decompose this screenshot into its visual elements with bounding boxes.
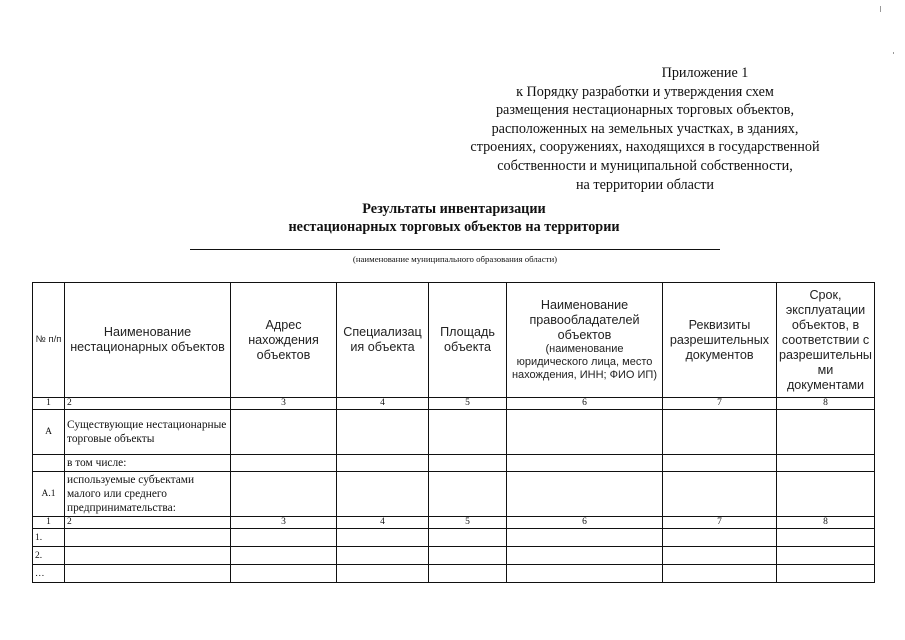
column-number: 2 — [65, 517, 231, 529]
including-label: в том числе: — [65, 455, 231, 472]
table-cell — [429, 410, 507, 455]
column-number: 4 — [337, 517, 429, 529]
column-numbers-row — [33, 398, 875, 410]
table-cell — [507, 455, 663, 472]
appendix-title: Приложение 1 — [661, 65, 749, 81]
header-address: Адрес нахождения объектов — [231, 283, 337, 398]
row-number: 1. — [33, 529, 65, 547]
table-cell — [429, 472, 507, 517]
table-cell — [33, 455, 65, 472]
header-rightholders-note: (наименование юридического лица, место нахождения, ИНН; ФИО ИП) — [511, 343, 657, 381]
header-number: № п/п — [33, 283, 65, 398]
column-number: 8 — [777, 398, 875, 410]
appendix-line: собственности и муниципальной собственности, — [497, 157, 793, 174]
table-cell — [777, 565, 875, 583]
table-cell — [663, 455, 777, 472]
table-header-row — [33, 283, 875, 398]
header-specialization: Специализац ия объекта — [337, 283, 429, 398]
column-number: 6 — [507, 517, 663, 529]
column-number: 1 — [33, 517, 65, 529]
appendix-line: на территории области — [575, 176, 715, 193]
table-cell — [663, 410, 777, 455]
inventory-table — [32, 282, 875, 583]
table-row — [33, 547, 875, 565]
municipality-blank-line — [190, 249, 720, 250]
column-number: 5 — [429, 398, 507, 410]
table-cell — [777, 410, 875, 455]
table-cell — [337, 410, 429, 455]
table-cell — [507, 472, 663, 517]
column-number: 6 — [507, 398, 663, 410]
municipality-caption: (наименование муниципального образования области) — [352, 254, 558, 264]
scan-mark — [893, 52, 894, 54]
table-cell — [231, 455, 337, 472]
table-cell — [337, 565, 429, 583]
section-a1-code: А.1 — [33, 472, 65, 517]
document-title-line: нестационарных торговых объектов на территории — [288, 219, 620, 235]
header-area: Площадь объекта — [429, 283, 507, 398]
appendix-line: строениях, сооружениях, находящихся в государственной — [470, 139, 820, 156]
section-a1-label: используемые субъектами малого или среднего предпринимательства: — [65, 472, 231, 517]
table-cell — [337, 547, 429, 565]
table-cell — [777, 455, 875, 472]
table-cell — [429, 565, 507, 583]
table-cell — [507, 565, 663, 583]
section-a-code: А — [33, 410, 65, 455]
column-number: 8 — [777, 517, 875, 529]
section-a-row — [33, 410, 875, 455]
table-cell — [663, 529, 777, 547]
table-cell — [429, 455, 507, 472]
table-cell — [777, 547, 875, 565]
table-cell — [507, 410, 663, 455]
column-number: 5 — [429, 517, 507, 529]
column-number: 2 — [65, 398, 231, 410]
appendix-block — [440, 64, 850, 194]
header-permit-details: Реквизиты разрешительных документов — [663, 283, 777, 398]
table-cell — [337, 455, 429, 472]
table-cell — [231, 529, 337, 547]
header-rightholders — [507, 283, 663, 398]
table-cell — [65, 529, 231, 547]
table-cell — [507, 547, 663, 565]
table-cell — [777, 529, 875, 547]
table-cell — [429, 529, 507, 547]
table-cell — [663, 565, 777, 583]
table-cell — [663, 547, 777, 565]
table-cell — [231, 410, 337, 455]
table-cell — [65, 547, 231, 565]
including-row — [33, 455, 875, 472]
column-number: 4 — [337, 398, 429, 410]
column-number: 3 — [231, 517, 337, 529]
scan-mark — [880, 6, 881, 12]
section-a-label: Существующие нестационарные торговые объекты — [65, 410, 231, 455]
column-number: 7 — [663, 398, 777, 410]
table-cell — [337, 472, 429, 517]
column-number: 3 — [231, 398, 337, 410]
table-row — [33, 565, 875, 583]
table-cell — [231, 565, 337, 583]
row-number: 2. — [33, 547, 65, 565]
document-title — [188, 200, 720, 236]
appendix-line: расположенных на земельных участках, в зданиях, — [491, 120, 799, 137]
section-a1-row — [33, 472, 875, 517]
header-rightholders-main: Наименование правообладателей объектов — [529, 298, 640, 342]
table-cell — [429, 547, 507, 565]
document-title-line: Результаты инвентаризации — [362, 201, 546, 217]
table-cell — [777, 472, 875, 517]
table-cell — [231, 547, 337, 565]
appendix-line: размещения нестационарных торговых объектов, — [495, 102, 795, 119]
column-number: 7 — [663, 517, 777, 529]
appendix-line: к Порядку разработки и утверждения схем — [516, 83, 774, 100]
column-numbers-row — [33, 517, 875, 529]
table-cell — [663, 472, 777, 517]
row-number: … — [33, 565, 65, 583]
column-number: 1 — [33, 398, 65, 410]
table-row — [33, 529, 875, 547]
header-operation-term: Срок, эксплуатации объектов, в соответствии с разрешительны ми документами — [777, 283, 875, 398]
table-cell — [231, 472, 337, 517]
table-cell — [65, 565, 231, 583]
table-cell — [337, 529, 429, 547]
header-object-name: Наименование нестационарных объектов — [65, 283, 231, 398]
table-cell — [507, 529, 663, 547]
